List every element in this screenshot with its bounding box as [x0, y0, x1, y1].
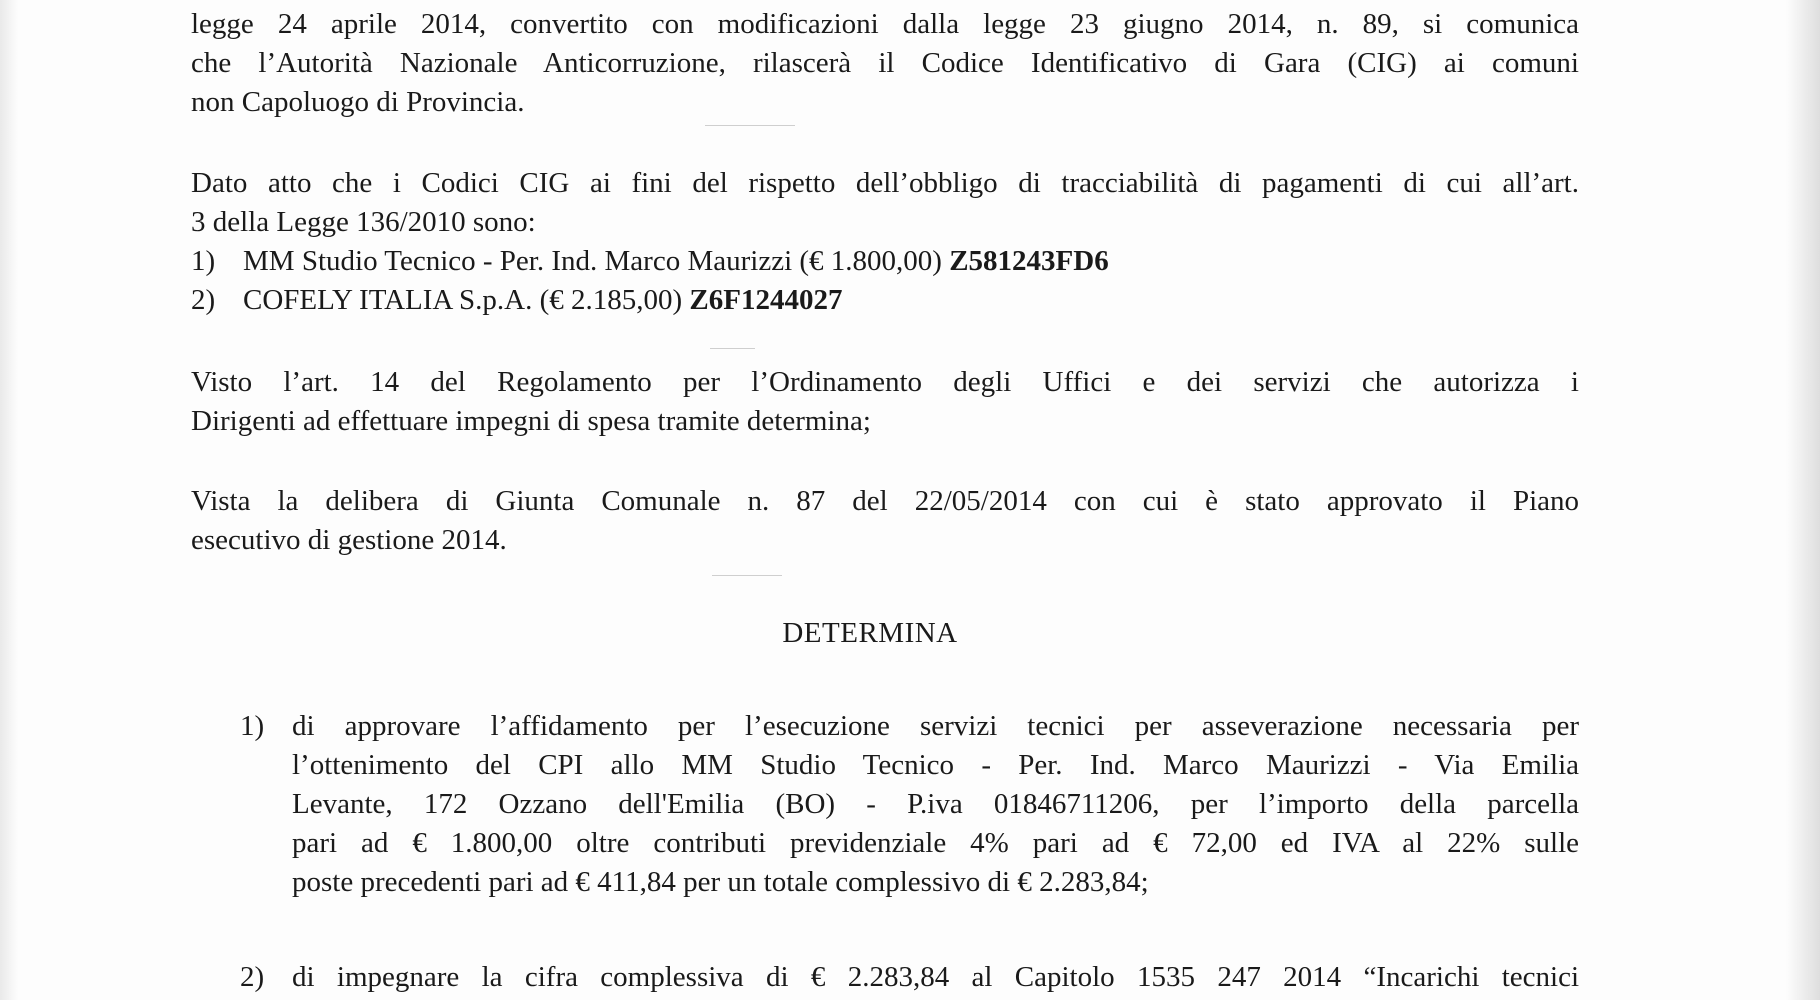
- list-text: MM Studio Tecnico - Per. Ind. Marco Maurizzi (€ 1.800,00): [243, 245, 950, 277]
- list-number: 1): [240, 710, 265, 742]
- paragraph-line: pari ad € 1.800,00 oltre contributi previdenziale 4% pari ad € 72,00 ed IVA al 22% sulle: [292, 827, 1579, 859]
- scan-speck: [710, 348, 755, 349]
- paragraph-vista-delibera: [191, 482, 1579, 560]
- determina-heading: DETERMINA: [782, 617, 958, 649]
- paragraph-line: esecutivo di gestione 2014.: [191, 524, 507, 556]
- cig-list-item: [191, 242, 1109, 281]
- cig-code: Z6F1244027: [689, 284, 843, 316]
- paragraph-line: l’ottenimento del CPI allo MM Studio Tecnico - Per. Ind. Marco Maurizzi - Via Emilia: [292, 749, 1579, 781]
- paragraph-line: poste precedenti pari ad € 411,84 per un totale complessivo di € 2.283,84;: [292, 866, 1149, 898]
- paragraph-line: Dato atto che i Codici CIG ai fini del rispetto dell’obbligo di tracciabilità di pagamenti di cui all’art.: [191, 167, 1579, 199]
- scan-speck: [705, 125, 795, 126]
- paragraph-dato-atto: [191, 164, 1579, 242]
- paragraph-line: 3 della Legge 136/2010 sono:: [191, 206, 536, 238]
- paragraph-line: Visto l’art. 14 del Regolamento per l’Ordinamento degli Uffici e dei servizi che autorizza i: [191, 366, 1579, 398]
- cig-code: Z581243FD6: [949, 245, 1109, 277]
- paragraph-line: Dirigenti ad effettuare impegni di spesa tramite determina;: [191, 405, 871, 437]
- determina-item: [240, 707, 1579, 907]
- scan-speck: [712, 575, 782, 576]
- list-number: 2): [191, 284, 216, 316]
- cig-list-item: [191, 281, 842, 320]
- list-text: COFELY ITALIA S.p.A. (€ 2.185,00): [243, 284, 690, 316]
- scan-edge-right: [1786, 0, 1820, 1000]
- paragraph-visto-art14: [191, 363, 1579, 441]
- determina-item-body: [292, 707, 1579, 902]
- list-number: 2): [240, 961, 265, 993]
- paragraph-line: di approvare l’affidamento per l’esecuzione servizi tecnici per asseverazione necessaria per: [292, 710, 1579, 742]
- determina-item: [240, 958, 1579, 1000]
- paragraph-line: legge 24 aprile 2014, convertito con modificazioni dalla legge 23 giugno 2014, n. 89, si comunica: [191, 8, 1579, 40]
- scan-edge-left: [0, 0, 18, 1000]
- paragraph-line: non Capoluogo di Provincia.: [191, 86, 525, 118]
- paragraph-line: Levante, 172 Ozzano dell'Emilia (BO) - P.iva 01846711206, per l’importo della parcella: [292, 788, 1579, 820]
- paragraph-line: che l’Autorità Nazionale Anticorruzione, rilascerà il Codice Identificativo di Gara (CIG) ai comuni: [191, 47, 1579, 79]
- list-number: 1): [191, 245, 216, 277]
- paragraph-anac-cig: [191, 5, 1579, 122]
- paragraph-line: di impegnare la cifra complessiva di € 2.283,84 al Capitolo 1535 247 2014 “Incarichi tecnici: [292, 961, 1579, 993]
- determina-item-body: [292, 958, 1579, 997]
- paragraph-line: Vista la delibera di Giunta Comunale n. 87 del 22/05/2014 con cui è stato approvato il Piano: [191, 485, 1579, 517]
